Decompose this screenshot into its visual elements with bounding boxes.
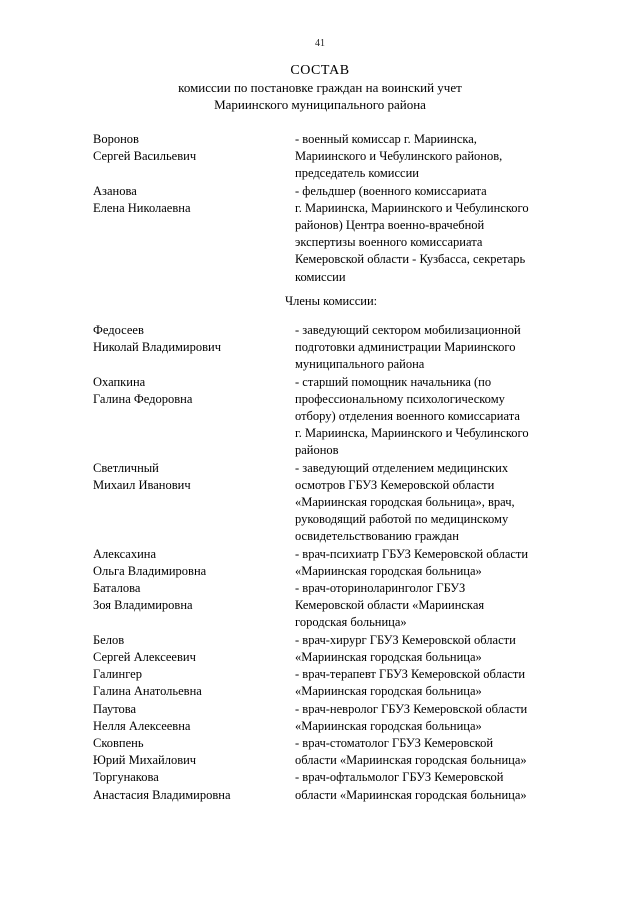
person-name-line: Зоя Владимировна [93,598,193,613]
person-role [295,580,593,632]
person-role-line: городская больница» [295,615,407,630]
document-subtitle-line: Мариинского муниципального района [214,97,426,112]
document-header [0,62,640,113]
person-role-line: подготовки администрации Мариинского [295,340,516,355]
person-role-line: - врач-психиатр ГБУЗ Кемеровской области [295,546,529,561]
commission-roster [93,131,593,804]
person-name-line: Охапкина [93,374,146,389]
person-name [93,701,295,735]
person-role-line: - врач-стоматолог ГБУЗ Кемеровской [295,735,494,750]
person-name-line: Ольга Владимировна [93,563,207,578]
person-name-line: Белов [93,632,125,647]
person-role-line: муниципального района [295,357,425,372]
person-name-line: Федосеев [93,323,144,338]
person-role-line: «Мариинская городская больница» [295,718,482,733]
roster-entry [93,131,593,183]
person-role-line: профессиональному психологическому [295,391,505,406]
person-role-line: - врач-терапевт ГБУЗ Кемеровской области [295,667,526,682]
person-name-line: Анастасия Владимировна [93,787,231,802]
person-name [93,374,295,460]
person-role-line: освидетельствованию граждан [295,529,459,544]
person-name-line: Баталова [93,581,141,596]
person-role [295,632,593,666]
person-name [93,460,295,546]
person-role-line: г. Мариинска, Мариинского и Чебулинского [295,426,529,441]
person-name-line: Галингер [93,667,142,682]
person-name [93,546,295,580]
person-role-line: осмотров ГБУЗ Кемеровской области [295,477,495,492]
person-name-line: Сковпень [93,735,144,750]
person-name-line: Азанова [93,183,137,198]
person-name-line: Елена Николаевна [93,200,191,215]
person-name [93,666,295,700]
person-role-line: - врач-оториноларинголог ГБУЗ [295,581,466,596]
person-name [93,131,295,183]
person-role-line: области «Мариинская городская больница» [295,787,527,802]
person-name [93,183,295,286]
person-role-line: Кемеровской области «Мариинская [295,598,485,613]
person-role-line: «Мариинская городская больница» [295,649,482,664]
roster-entry [93,701,593,735]
person-role [295,735,593,769]
person-name-line: Николай Владимирович [93,340,221,355]
person-role-line: районов [295,443,339,458]
person-name [93,735,295,769]
roster-entry [93,666,593,700]
person-name-line: Галина Анатольевна [93,684,202,699]
person-name-line: Торгунакова [93,770,159,785]
roster-entry [93,735,593,769]
person-role-line: - врач-офтальмолог ГБУЗ Кемеровской [295,770,504,785]
person-role-line: «Мариинская городская больница», врач, [295,495,515,510]
person-role-line: комиссии [295,269,346,284]
person-role-line: отбору) отделения военного комиссариата [295,409,520,424]
person-role-line: - фельдшер (военного комиссариата [295,183,487,198]
person-role-line: районов) Центра военно-врачебной [295,218,485,233]
person-role-line: г. Мариинска, Мариинского и Чебулинского [295,200,529,215]
person-name-line: Воронов [93,132,139,146]
person-role-line: председатель комиссии [295,166,419,181]
person-name-line: Михаил Иванович [93,477,191,492]
person-name-line: Галина Федоровна [93,391,193,406]
roster-entry [93,769,593,803]
person-role-line: - заведующий отделением медицинских [295,460,509,475]
person-name [93,769,295,803]
person-name [93,580,295,632]
person-name-line: Светличный [93,460,159,475]
person-role [295,183,593,286]
person-role-line: руководящий работой по медицинскому [295,512,509,527]
person-role-line: - заведующий сектором мобилизационной [295,323,521,338]
person-role-line: экспертизы военного комиссариата [295,235,483,250]
person-role-line: - врач-невролог ГБУЗ Кемеровской области [295,701,528,716]
roster-entry [93,374,593,460]
person-role-line: Кемеровской области - Кузбасса, секретарь [295,252,526,267]
roster-entry [93,322,593,374]
members-list [93,322,593,804]
person-role-line: «Мариинская городская больница» [295,563,482,578]
person-role-line: - военный комиссар г. Мариинска, [295,132,477,146]
person-role-line: - старший помощник начальника (по [295,374,492,389]
person-role-line: Мариинского и Чебулинского районов, [295,149,503,164]
document-subtitle-line: комиссии по постановке граждан на воинский учет [178,80,462,95]
person-role [295,322,593,374]
person-role-line: - врач-хирург ГБУЗ Кемеровской области [295,632,516,647]
person-role [295,769,593,803]
leadership-list [93,131,593,286]
members-heading: Члены комиссии: [285,293,378,308]
person-name-line: Нелля Алексеевна [93,718,191,733]
document-title: СОСТАВ [290,63,350,78]
person-role-line: области «Мариинская городская больница» [295,753,527,768]
roster-entry [93,632,593,666]
person-name-line: Сергей Алексеевич [93,649,196,664]
person-name-line: Сергей Васильевич [93,149,197,164]
person-role [295,460,593,546]
roster-entry [93,546,593,580]
person-name [93,322,295,374]
roster-entry [93,183,593,286]
person-name-line: Юрий Михайлович [93,753,197,768]
roster-entry [93,460,593,546]
person-role [295,546,593,580]
person-role [295,666,593,700]
page-number: 41 [315,38,325,49]
person-name [93,632,295,666]
person-name-line: Паутова [93,701,137,716]
person-role [295,374,593,460]
person-role-line: «Мариинская городская больница» [295,684,482,699]
person-name-line: Алексахина [93,546,157,561]
person-role [295,701,593,735]
person-role [295,131,593,183]
roster-entry [93,580,593,632]
